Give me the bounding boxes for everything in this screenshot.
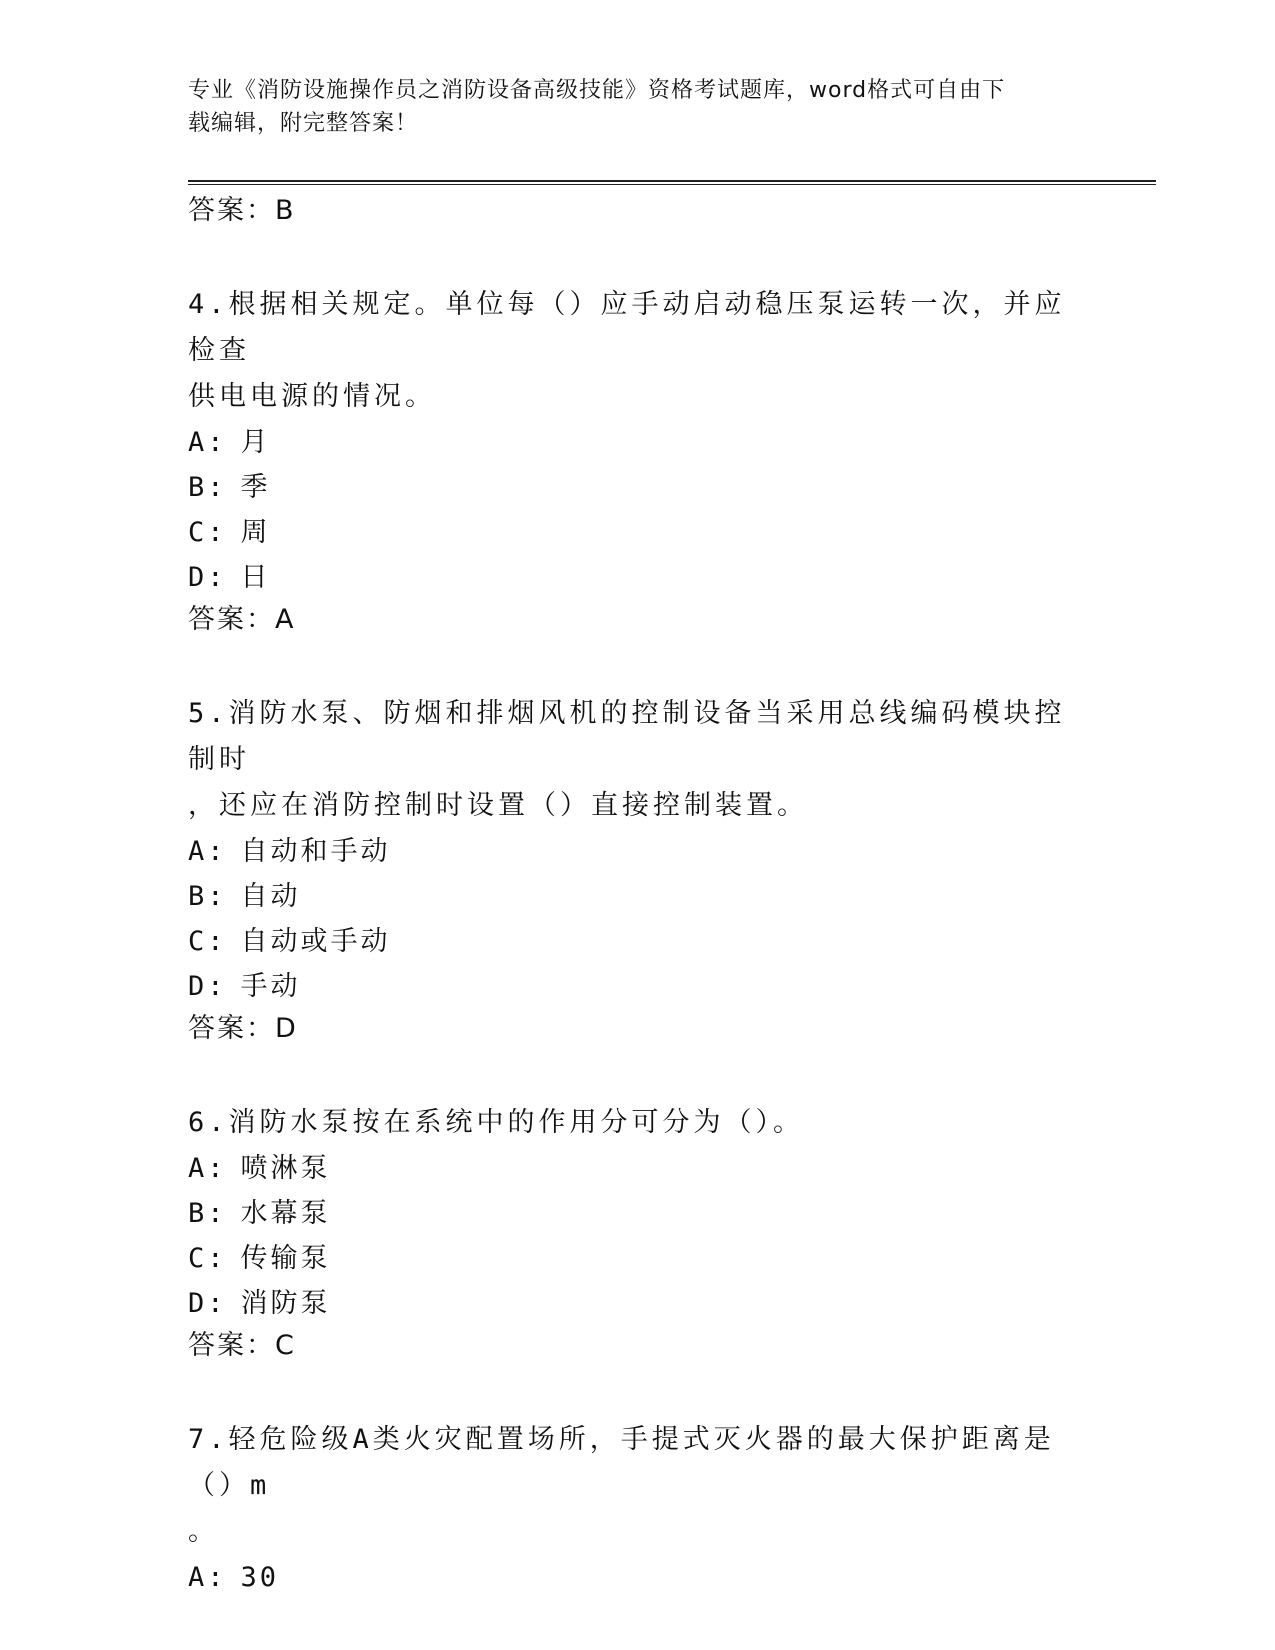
option-item [188,555,1088,600]
option-text: 水幕泵 [240,1198,331,1229]
page-header [188,74,1088,140]
question-text-line: 6.消防水泵按在系统中的作用分可分为（）。 [188,1107,805,1138]
header-line-1: 专业《消防设施操作员之消防设备高级技能》资格考试题库，word格式可自由下 [188,78,1006,103]
option-item [188,1191,1088,1236]
option-text: 季 [240,472,271,503]
answer-line: 答案：C [188,1330,296,1361]
option-text: 自动 [240,881,301,912]
question-text-line: 7.轻危险级A类火灾配置场所，手提式灭火器的最大保护距离是（）m [188,1424,1055,1501]
option-key: B: [188,881,227,912]
option-text: 自动或手动 [240,926,391,957]
option-key: C: [188,1243,227,1274]
question-block [188,691,1088,1049]
option-text: 传输泵 [240,1243,331,1274]
question-content [188,191,1088,1600]
option-key: D: [188,562,227,593]
option-text: 自动和手动 [240,836,391,867]
option-key: A: [188,836,227,867]
option-item [188,919,1088,964]
option-key: B: [188,472,227,503]
option-key: D: [188,1288,227,1319]
question-text-line: 5.消防水泵、防烟和排烟风机的控制设备当采用总线编码模块控制时 [188,698,1066,775]
question-block [188,1100,1088,1366]
answer-line: 答案：B [188,195,296,226]
option-text: 30 [240,1562,280,1593]
option-item [188,1281,1088,1326]
option-item [188,1146,1088,1191]
question-block [188,1417,1088,1600]
option-key: C: [188,926,227,957]
question-block [188,282,1088,640]
option-item [188,874,1088,919]
answer-line: 答案：A [188,604,296,635]
option-text: 手动 [240,971,301,1002]
option-key: A: [188,1562,227,1593]
option-item [188,964,1088,1009]
question-text-line: 供电电源的情况。 [188,381,436,412]
option-key: A: [188,427,227,458]
option-key: C: [188,517,227,548]
option-key: D: [188,971,227,1002]
option-text: 消防泵 [240,1288,331,1319]
option-key: B: [188,1198,227,1229]
option-item [188,1555,1088,1600]
answer-line: 答案：D [188,1013,298,1044]
question-text-line: ，还应在消防控制时设置（）直接控制装置。 [188,790,808,821]
option-text: 周 [240,517,271,548]
header-divider [188,180,1156,185]
option-item [188,420,1088,465]
option-item [188,829,1088,874]
question-text-line: 4.根据相关规定。单位每（）应手动启动稳压泵运转一次，并应检查 [188,289,1066,366]
option-text: 喷淋泵 [240,1153,331,1184]
header-line-2: 载编辑，附完整答案！ [188,111,419,136]
question-text-line: 。 [188,1516,219,1547]
option-item [188,1236,1088,1281]
option-item [188,510,1088,555]
option-text: 月 [240,427,271,458]
option-key: A: [188,1153,227,1184]
option-text: 日 [240,562,271,593]
option-item [188,465,1088,510]
